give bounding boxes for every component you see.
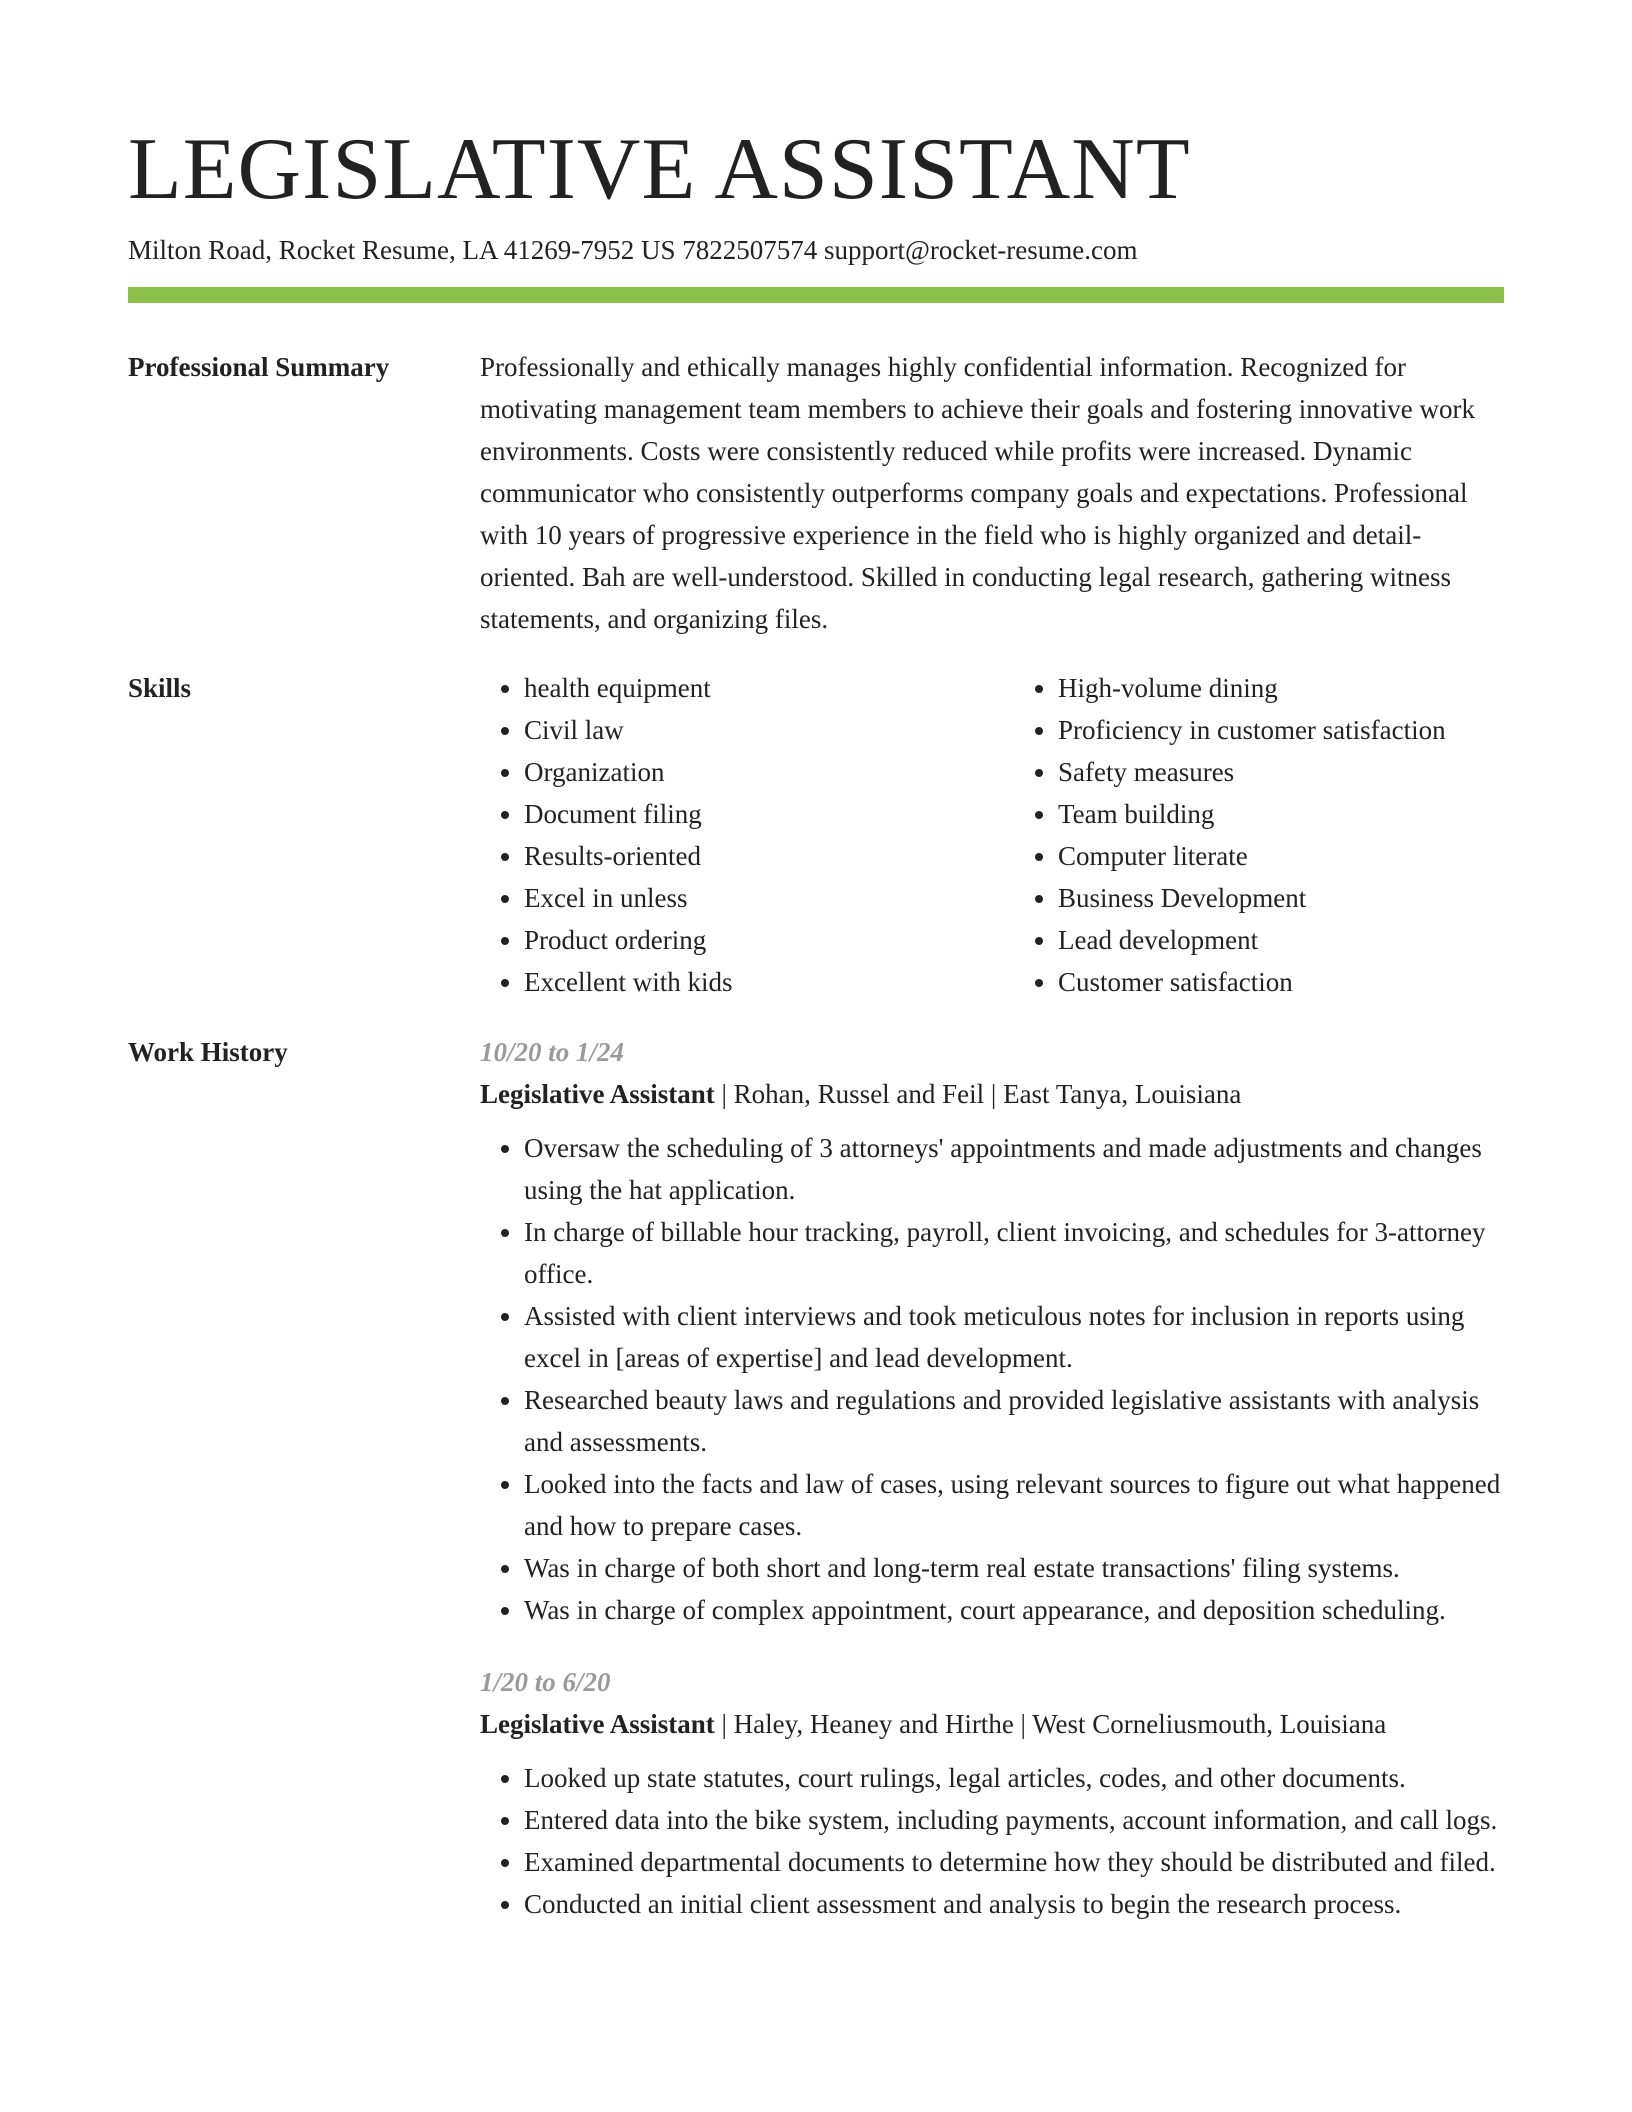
skill-item: • High-volume dining	[1058, 667, 1504, 709]
summary-text: Professionally and ethically manages highly confidential information. Recognized for motivating management team members to achieve their goals and fostering innovative work environments. Costs were consistently reduced while profits were increased. Dynamic communicator who consistently outperforms company goals and expectations. Professional with 10 years of progressive experience in the field who is highly organized and detail-oriented. Bah are well-understood. Skilled in conducting legal research, gathering witness statements, and organizing files.	[480, 352, 1475, 634]
section-label-work-history: Work History	[128, 1037, 288, 1067]
summary-body	[480, 346, 1504, 640]
skill-item: • Results-oriented	[524, 835, 970, 877]
skill-item: • Business Development	[1058, 877, 1504, 919]
job-bullet: • Conducted an initial client assessment and analysis to begin the research process.	[524, 1883, 1504, 1925]
job-bullet: • In charge of billable hour tracking, payroll, client invoicing, and schedules for 3-attorney office.	[524, 1211, 1504, 1295]
job-bullet: • Looked into the facts and law of cases, using relevant sources to figure out what happened and how to prepare cases.	[524, 1463, 1504, 1547]
job-dates: 10/20 to 1/24	[480, 1037, 625, 1067]
job-company: Rohan, Russel and Feil	[733, 1079, 985, 1109]
job-heading: Legislative Assistant | Haley, Heaney and Hirthe | West Corneliusmouth, Louisiana	[480, 1709, 1387, 1739]
job-bullet: • Entered data into the bike system, including payments, account information, and call logs.	[524, 1799, 1504, 1841]
job-entry	[480, 1661, 1504, 1925]
skill-item: • Lead development	[1058, 919, 1504, 961]
contact-line	[128, 232, 1504, 268]
skill-item: • Excel in unless	[524, 877, 970, 919]
job-entry	[480, 1031, 1504, 1631]
skill-item: • Document filing	[524, 793, 970, 835]
job-bullet: • Researched beauty laws and regulations and provided legislative assistants with analysis and assessments.	[524, 1379, 1504, 1463]
skill-item: • Team building	[1058, 793, 1504, 835]
job-bullet: • Was in charge of both short and long-term real estate transactions' filing systems.	[524, 1547, 1504, 1589]
section-label-skills: Skills	[128, 673, 192, 703]
job-bullet: • Oversaw the scheduling of 3 attorneys' appointments and made adjustments and changes using the hat application.	[524, 1127, 1504, 1211]
job-dates: 1/20 to 6/20	[480, 1667, 611, 1697]
skill-item: • Computer literate	[1058, 835, 1504, 877]
job-location: West Corneliusmouth, Louisiana	[1032, 1709, 1387, 1739]
skills-list-right	[1014, 667, 1504, 1003]
section-label-summary: Professional Summary	[128, 352, 390, 382]
skill-item: • Excellent with kids	[524, 961, 970, 1003]
job-bullet: • Was in charge of complex appointment, court appearance, and deposition scheduling.	[524, 1589, 1504, 1631]
skill-item: • health equipment	[524, 667, 970, 709]
skills-columns	[480, 667, 1504, 1003]
skill-item: • Safety measures	[1058, 751, 1504, 793]
skill-item: • Proficiency in customer satisfaction	[1058, 709, 1504, 751]
skill-item: • Civil law	[524, 709, 970, 751]
job-title: Legislative Assistant	[480, 1709, 715, 1739]
job-bullets	[480, 1127, 1504, 1631]
job-heading: Legislative Assistant | Rohan, Russel and Feil | East Tanya, Louisiana	[480, 1079, 1242, 1109]
header-divider	[128, 287, 1504, 303]
job-company: Haley, Heaney and Hirthe	[733, 1709, 1014, 1739]
job-bullets	[480, 1757, 1504, 1925]
work-history-body	[480, 1031, 1504, 1955]
job-title: Legislative Assistant	[480, 1079, 715, 1109]
job-bullet: • Examined departmental documents to determine how they should be distributed and filed.	[524, 1841, 1504, 1883]
resume-title: LEGISLATIVE ASSISTANT	[128, 121, 1191, 218]
job-bullet: • Assisted with client interviews and took meticulous notes for inclusion in reports using excel in [areas of expertise] and lead development.	[524, 1295, 1504, 1379]
contact-phone: 7822507574	[682, 235, 818, 265]
job-location: East Tanya, Louisiana	[1003, 1079, 1242, 1109]
skill-item: • Product ordering	[524, 919, 970, 961]
skill-item: • Customer satisfaction	[1058, 961, 1504, 1003]
job-bullet: • Looked up state statutes, court rulings, legal articles, codes, and other documents.	[524, 1757, 1504, 1799]
contact-email: support@rocket-resume.com	[823, 235, 1138, 265]
resume-header	[128, 118, 1504, 303]
contact-address: Milton Road, Rocket Resume, LA 41269-7952 US	[128, 235, 676, 265]
skill-item: • Organization	[524, 751, 970, 793]
skills-list-left	[480, 667, 970, 1003]
